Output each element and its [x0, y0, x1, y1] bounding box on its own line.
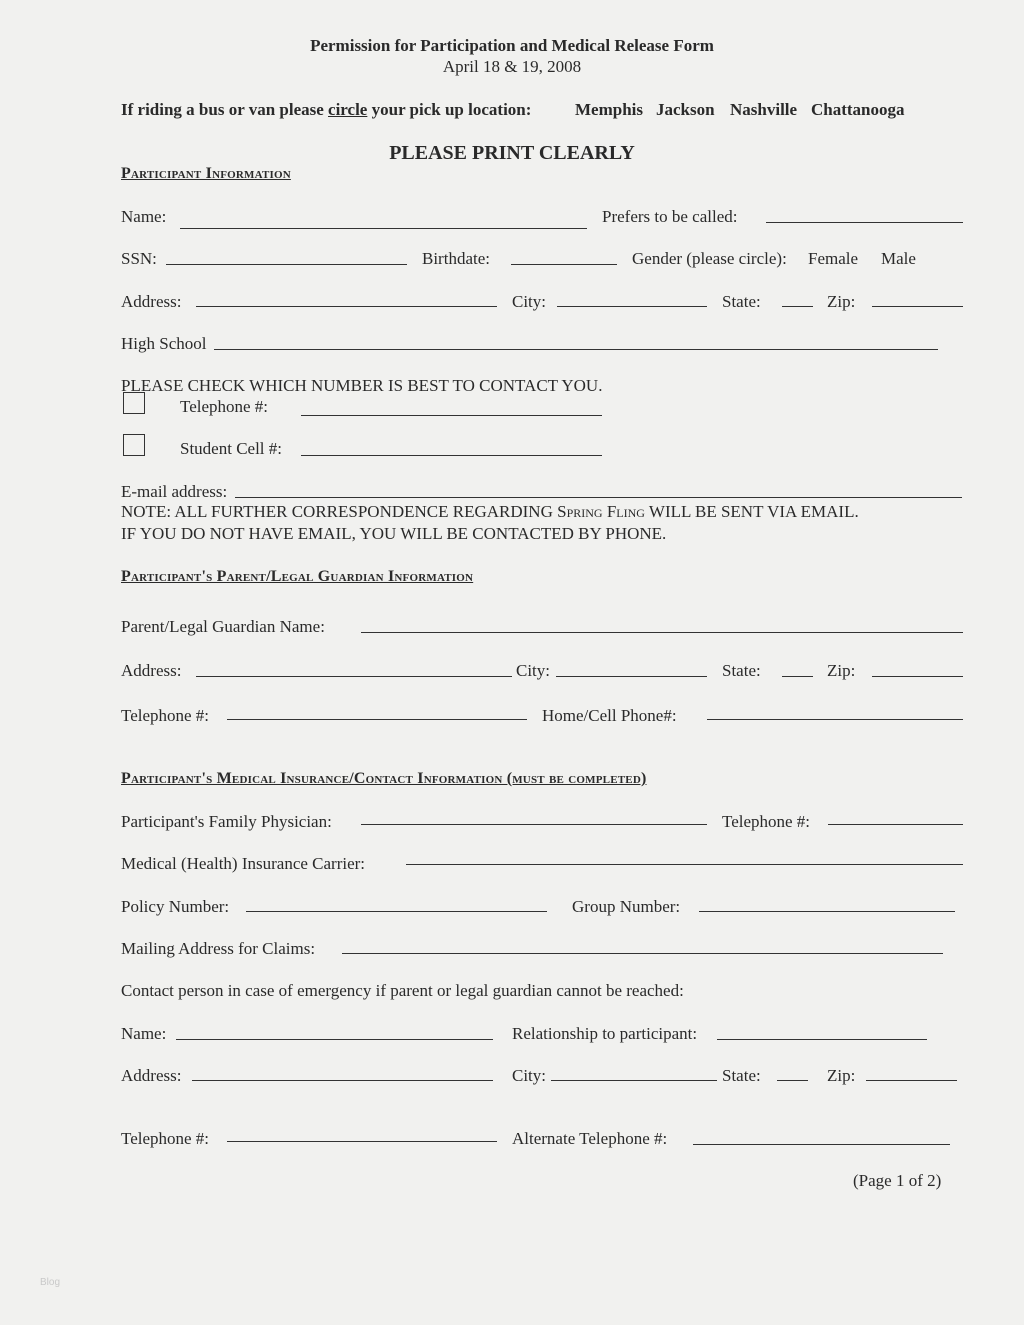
ssn-field[interactable]	[166, 264, 407, 265]
email-label: E-mail address:	[121, 482, 228, 501]
watermark: Blog	[40, 1277, 61, 1288]
city-label: City:	[512, 292, 547, 311]
relationship-label: Relationship to participant:	[512, 1024, 698, 1043]
form-dates: April 18 & 19, 2008	[442, 57, 582, 76]
emergency-city-label: City:	[512, 1066, 547, 1085]
emergency-telephone-label: Telephone #:	[121, 1129, 210, 1148]
participant-heading: Participant Information	[121, 165, 291, 182]
guardian-name-field[interactable]	[361, 632, 963, 633]
emergency-address-label: Address:	[121, 1066, 182, 1085]
guardian-telephone-field[interactable]	[227, 719, 527, 720]
guardian-zip-field[interactable]	[872, 676, 963, 677]
emergency-state-field[interactable]	[777, 1080, 808, 1081]
group-field[interactable]	[699, 911, 955, 912]
carrier-label: Medical (Health) Insurance Carrier:	[121, 854, 366, 873]
location-jackson[interactable]: Jackson	[656, 100, 715, 119]
carrier-field[interactable]	[406, 864, 963, 865]
cell-checkbox[interactable]	[123, 434, 145, 456]
email-note-line2: IF YOU DO NOT HAVE EMAIL, YOU WILL BE CONTACTED BY PHONE.	[121, 524, 667, 543]
name-label: Name:	[121, 207, 167, 226]
emergency-address-field[interactable]	[192, 1080, 493, 1081]
guardian-address-field[interactable]	[196, 676, 512, 677]
gender-label: Gender (please circle):	[632, 249, 787, 268]
policy-field[interactable]	[246, 911, 547, 912]
alt-telephone-field[interactable]	[693, 1144, 950, 1145]
email-field[interactable]	[235, 497, 962, 498]
mailing-label: Mailing Address for Claims:	[121, 939, 316, 958]
guardian-heading: Participant's Parent/Legal Guardian Information	[121, 568, 474, 585]
state-label: State:	[722, 292, 761, 311]
birthdate-label: Birthdate:	[422, 249, 490, 268]
gender-option-male[interactable]: Male	[881, 249, 916, 268]
emergency-zip-field[interactable]	[866, 1080, 957, 1081]
ssn-label: SSN:	[121, 249, 157, 268]
physician-label: Participant's Family Physician:	[121, 812, 332, 831]
guardian-zip-label: Zip:	[827, 661, 856, 680]
page-number: (Page 1 of 2)	[853, 1171, 942, 1190]
telephone-label: Telephone #:	[180, 397, 269, 416]
emergency-city-field[interactable]	[551, 1080, 717, 1081]
medical-heading: Participant's Medical Insurance/Contact Information (must be completed)	[121, 770, 647, 787]
name-field[interactable]	[180, 228, 587, 229]
telephone-checkbox[interactable]	[123, 392, 145, 414]
emergency-name-label: Name:	[121, 1024, 167, 1043]
prefers-field[interactable]	[766, 222, 963, 223]
student-cell-label: Student Cell #:	[180, 439, 282, 458]
guardian-city-field[interactable]	[556, 676, 707, 677]
guardian-home-cell-field[interactable]	[707, 719, 963, 720]
form-title: Permission for Participation and Medical Release Form	[310, 36, 714, 55]
high-school-field[interactable]	[214, 349, 938, 350]
email-note: NOTE: ALL FURTHER CORRESPONDENCE REGARDING Spring Fling WILL BE SENT VIA EMAIL.	[121, 502, 859, 521]
prefers-label: Prefers to be called:	[602, 207, 738, 226]
guardian-state-field[interactable]	[782, 676, 813, 677]
emergency-telephone-field[interactable]	[227, 1141, 497, 1142]
guardian-telephone-label: Telephone #:	[121, 706, 210, 725]
emergency-intro: Contact person in case of emergency if parent or legal guardian cannot be reached:	[121, 981, 684, 1000]
location-memphis[interactable]: Memphis	[575, 100, 643, 119]
physician-telephone-field[interactable]	[828, 824, 963, 825]
relationship-field[interactable]	[717, 1039, 927, 1040]
gender-option-female[interactable]: Female	[808, 249, 859, 268]
guardian-name-label: Parent/Legal Guardian Name:	[121, 617, 325, 636]
mailing-field[interactable]	[342, 953, 943, 954]
physician-field[interactable]	[361, 824, 707, 825]
emergency-zip-label: Zip:	[827, 1066, 856, 1085]
alt-telephone-label: Alternate Telephone #:	[512, 1129, 668, 1148]
student-cell-field[interactable]	[301, 455, 602, 456]
guardian-home-cell-label: Home/Cell Phone#:	[542, 706, 677, 725]
telephone-field[interactable]	[301, 415, 602, 416]
location-chattanooga[interactable]: Chattanooga	[811, 100, 905, 119]
zip-label: Zip:	[827, 292, 856, 311]
guardian-city-label: City:	[516, 661, 551, 680]
high-school-label: High School	[121, 334, 207, 353]
location-nashville[interactable]: Nashville	[730, 100, 798, 119]
policy-label: Policy Number:	[121, 897, 230, 916]
address-label: Address:	[121, 292, 182, 311]
zip-field[interactable]	[872, 306, 963, 307]
emergency-state-label: State:	[722, 1066, 761, 1085]
contact-instruction: PLEASE CHECK WHICH NUMBER IS BEST TO CONTACT YOU.	[121, 376, 603, 395]
guardian-state-label: State:	[722, 661, 761, 680]
group-label: Group Number:	[572, 897, 681, 916]
address-field[interactable]	[196, 306, 497, 307]
physician-telephone-label: Telephone #:	[722, 812, 811, 831]
emergency-name-field[interactable]	[176, 1039, 493, 1040]
city-field[interactable]	[557, 306, 707, 307]
guardian-address-label: Address:	[121, 661, 182, 680]
print-clearly-notice: PLEASE PRINT CLEARLY	[389, 142, 635, 164]
birthdate-field[interactable]	[511, 264, 617, 265]
bus-instruction: If riding a bus or van please circle your pick up location:	[121, 100, 532, 119]
state-field[interactable]	[782, 306, 813, 307]
